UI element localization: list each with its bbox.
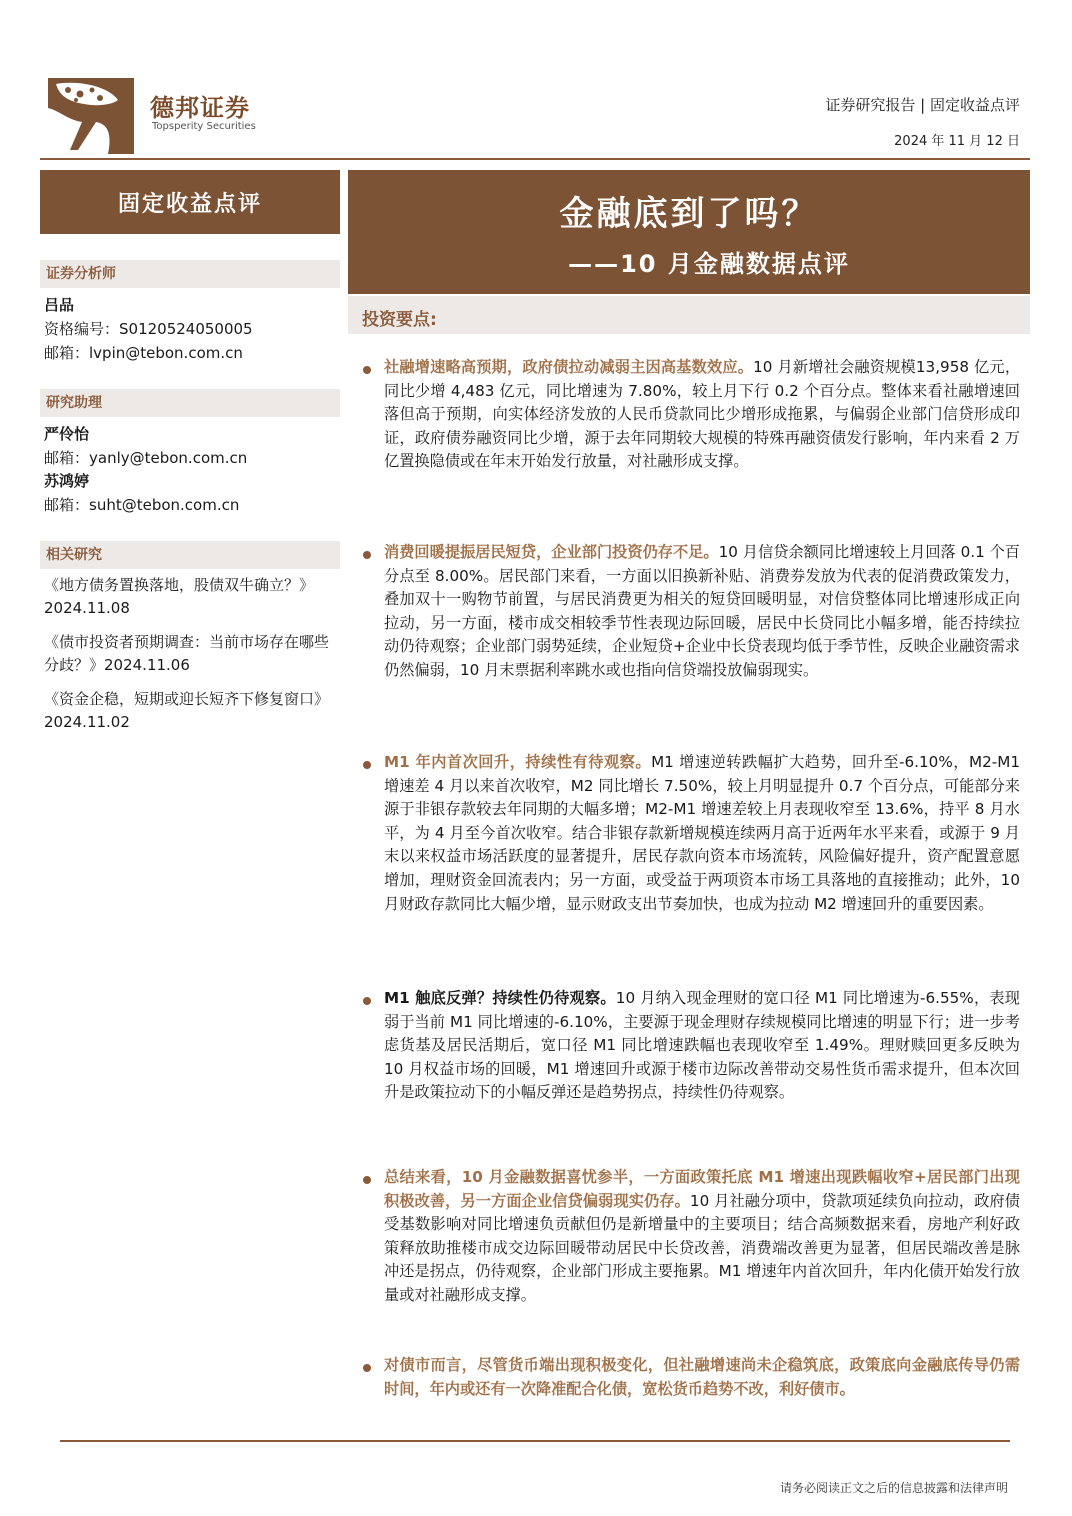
key-point-1	[384, 356, 1020, 474]
key-point-body: 10 月新增社会融资规模13,958 亿元，同比少增 4,483 亿元，同比增速为 7.80%，较上月下行 0.2 个百分点。整体来看社融增速回落但高于预期，向实体经济发放的人民币贷款同比少增形成拖累，与偏弱企业部门信贷形成印证，政府债券融资同比少增，源于去年同期较大规模的特殊再融资债发行影响，年内来看 2 万亿置换隐债或在年末开始发行放量，对社融形成支撑。	[384, 358, 1021, 471]
related-report-link[interactable]: 《地方债务置换落地，股债双牛确立？》2024.11.08	[44, 576, 315, 617]
key-point-6	[384, 1354, 1020, 1401]
bullet-icon	[363, 366, 371, 374]
key-points-header	[348, 296, 1030, 334]
report-date: 2024 年 11 月 12 日	[894, 134, 1020, 149]
key-point-lead: 消费回暖提振居民短贷，企业部门投资仍存不足。	[384, 543, 719, 561]
analyst-name: 吕品	[44, 296, 75, 314]
bullet-icon	[363, 551, 371, 559]
bullet-icon	[363, 761, 371, 769]
key-points-label: 投资要点:	[362, 310, 437, 330]
key-point-3	[384, 751, 1020, 916]
key-point-body: M1 增速逆转跌幅扩大趋势，回升至-6.10%，M2-M1 增速差 4 月以来首次收窄，M2 同比增长 7.50%，较上月明显提升 0.7 个百分点，可能部分来源于非银存款较去年同期的大幅多增；M2-M1 增速差较上月表现收窄至 13.6%，持平 8 月水平，为 4 月至今首次收窄。结合非银存款新增规模连续两月高于近两年水平来看，或源于 9 月末以来权益市场活跃度的显著提升，居民存款向资本市场流转，风险偏好提升，资产配置意愿增加，理财资金回流表内；另一方面，或受益于两项资本市场工具落地的直接推动；此外，10 月财政存款同比大幅少增，显示财政支出节奏加快，也成为拉动 M2 增速回升的重要因素。	[384, 753, 1020, 913]
related-report-link[interactable]: 《债市投资者预期调查：当前市场存在哪些分歧？》2024.11.06	[44, 633, 330, 674]
key-point-lead: 总结来看，10 月金融数据喜忧参半，一方面政策托底 M1 增速出现跌幅收窄+居民部门出现积极改善，另一方面企业信贷偏弱现实仍存。	[384, 1168, 1020, 1210]
key-point-lead: 对债市而言，尽管货币端出现积极变化，但社融增速尚未企稳筑底，政策底向金融底传导仍需时间，年内或还有一次降准配合化债，宽松货币趋势不改，利好债市。	[384, 1356, 1020, 1398]
key-point-body: 10 月信贷余额同比增速较上月回落 0.1 个百分点至 8.00%。居民部门来看，一方面以旧换新补贴、消费券发放为代表的促消费政策发力，叠加双十一购物节前置，与居民消费更为相关的短贷回暖明显，对信贷整体同比增速形成正向拉动，另一方面，楼市成交相较季节性表现边际回暖，居民中长贷同比小幅多增，能否持续拉动仍待观察；企业部门弱势延续，企业短贷+企业中长贷表现均低于季节性，反映企业融资需求仍然偏弱，10 月末票据利率跳水或也指向信贷端投放偏弱现实。	[384, 543, 1020, 679]
footer-disclaimer: 请务必阅读正文之后的信息披露和法律声明	[779, 1481, 1008, 1495]
analyst-section-head: 证券分析师	[40, 260, 340, 288]
bullet-icon	[363, 1364, 371, 1372]
brand-name-en: Topsperity Securities	[152, 121, 256, 132]
brand-name-cn: 德邦证券	[150, 94, 250, 122]
bullet-icon	[363, 997, 371, 1005]
key-point-body: 10 月社融分项中，贷款项延续负向拉动，政府债受基数影响对同比增速负贡献但仍是新增量中的主要项目；结合高频数据来看，房地产利好政策释放助推楼市成交边际回暖带动居民中长贷改善，消费端改善更为显著，但居民端改善是脉冲还是拐点，仍待观察，企业部门形成主要拖累。M1 增速年内首次回升，年内化债开始发行放量或对社融形成支撑。	[384, 1191, 1020, 1304]
key-point-lead: 社融增速略高预期，政府债拉动减弱主因高基数效应。	[384, 358, 754, 376]
assistant1-email: 邮箱：yanly@tebon.com.cn	[44, 449, 248, 467]
key-point-2	[384, 541, 1020, 683]
bullet-icon	[363, 1176, 371, 1184]
key-point-body: 10 月纳入现金理财的宽口径 M1 同比增速为-6.55%，表现弱于当前 M1 同比增速的-6.10%，主要源于现金理财存续规模同比增速的明显下行；进一步考虑货基及居民活期后，宽口径 M1 同比增速跌幅也表现收窄至 1.49%。理财赎回更多反映为 10 月权益市场的回暖，M1 增速回升或源于楼市边际改善带动交易性货币需求提升，但本次回升是政策拉动下的小幅反弹还是趋势拐点，持续性仍待观察。	[384, 989, 1020, 1102]
category-banner: 固定收益点评	[40, 170, 340, 234]
key-point-lead: M1 年内首次回升，持续性有待观察。	[384, 753, 652, 771]
key-point-5	[384, 1166, 1020, 1308]
report-subtitle: ——10 月金融数据点评	[568, 250, 850, 278]
footer-divider	[60, 1440, 1010, 1442]
analyst-cert: 资格编号：S0120524050005	[44, 320, 253, 338]
key-point-lead: M1 触底反弹？持续性仍待观察。	[384, 989, 616, 1007]
report-type: 证券研究报告 | 固定收益点评	[825, 96, 1020, 114]
assistant2-name: 苏鸿婷	[44, 472, 90, 490]
report-title: 金融底到了吗？	[559, 194, 819, 234]
assistant2-email: 邮箱：suht@tebon.com.cn	[44, 496, 240, 514]
analyst-email: 邮箱：lvpin@tebon.com.cn	[44, 344, 243, 362]
related-section-head: 相关研究	[40, 541, 340, 569]
related-report-link[interactable]: 《资金企稳，短期或迎长短齐下修复窗口》2024.11.02	[44, 690, 330, 731]
assistant1-name: 严伶怡	[44, 425, 90, 443]
assistant-section-head: 研究助理	[40, 389, 340, 417]
key-point-4	[384, 987, 1020, 1105]
header-divider	[40, 158, 1030, 160]
company-logo	[48, 78, 134, 154]
